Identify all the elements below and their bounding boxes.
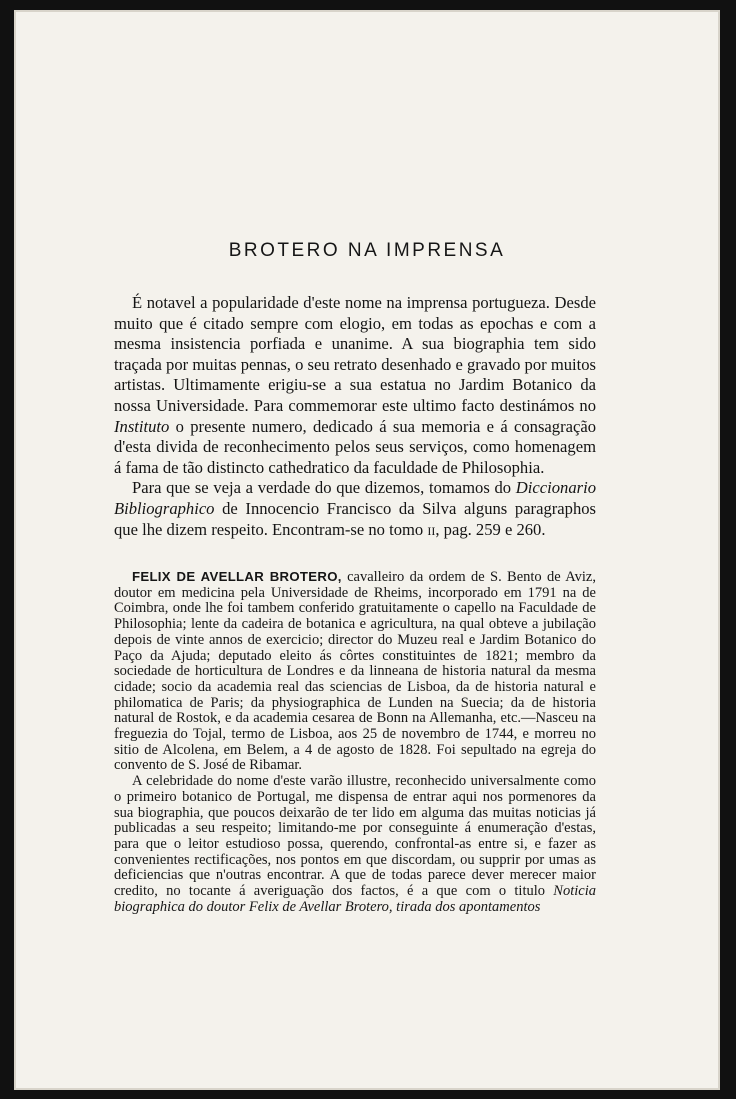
entry-paragraph-2: [114, 774, 596, 915]
page-title: BROTERO NA IMPRENSA: [228, 240, 506, 261]
intro-italic-institute: Instituto: [114, 416, 170, 436]
intro-text-2c: , pag. 259 e 260.: [435, 519, 546, 539]
entry-paragraph-1: [114, 569, 596, 774]
entry-text-1: cavalleiro da ordem de S. Bento de Aviz, doutor em medicina pela Universidade de Rheims, incorporado em 1791 na de Coimbra, onde lhe foi tambem conferido gratuitamente o capello na Faculdade de Philosophia; lente da cadeira de botanica e agricultura, na qual obteve a jubilação depois de vinte annos de exercicio; director do Muzeu real e Jardim Botanico do Paço da Ajuda; deputado eleito ás côrtes constituintes de 1821; membro da sociedade de horticultura de Londres e da linneana de historia natural da mesma cidade; socio da academia real das sciencias de Lisboa, da de historia natural e philomatica de Paris; da physiographica de Lunden na Suecia; da de historia natural de Rostok, e da academia cesarea de Bonn na Allemanha, etc.—Nasceu na freguezia do Tojal, termo de Lisboa, aos 25 de novembro de 1744, e morreu no sitio de Alcolena, em Belem, a 4 de agosto de 1828. Foi sepultado na egreja do convento de S. José de Ribamar.: [114, 569, 596, 774]
intro-italic-dictionary: Diccionario Bibliographico: [114, 478, 596, 518]
intro-section: [114, 293, 596, 540]
intro-text-1b: o presente numero, dedicado á sua memoria e á consagração d'esta divida de reconhecimento pelos seus serviços, como homenagem á fama de tão distincto cathedratico da faculdade de Philosophia.: [114, 416, 596, 477]
intro-paragraph-1: [114, 293, 596, 478]
intro-volume-number: ii: [427, 519, 436, 539]
entry-italic-notice: Noticia biographica do doutor Felix de Avellar Brotero, tirada dos apontamentos: [114, 883, 596, 915]
entry-text-2: A celebridade do nome d'este varão illustre, reconhecido universalmente como o primeiro botanico de Portugal, me dispensa de entrar aqui nos pormenores da sua biographia, que poucos deixarão de ter lido em alguma das muitas noticias já publicadas a seu respeito; limitando-me por conseguinte á enumeração d'estas, para que o leitor estudioso possa, querendo, confrontal-as entre si, e fazer as convenientes rectificações, nos pontos em que discordam, ou supprir por umas as deficiencias que n'outras encontrar. A que de todas parece dever merecer maior credito, no tocante á averiguação dos factos, é a que com o titulo: [114, 773, 596, 900]
dictionary-entry: [114, 569, 596, 915]
document-page: [14, 10, 720, 1090]
intro-text-1a: É notavel a popularidade d'este nome na imprensa portugueza. Desde muito que é citado sempre com elogio, em todas as epochas e com a mesma insistencia porfiada e unanime. A sua biographia tem sido traçada por muitas pennas, o seu retrato desenhado e gravado por muitos artistas. Ultimamente erigiu-se a sua estatua no Jardim Botanico da nossa Universidade. Para commemorar este ultimo facto destinámos no: [114, 293, 596, 415]
entry-name: FELIX DE AVELLAR BROTERO,: [132, 569, 342, 584]
intro-paragraph-2: [114, 478, 596, 540]
intro-text-2b: de Innocencio Francisco da Silva alguns paragraphos que lhe dizem respeito. Encontram-se no tomo: [114, 498, 596, 539]
intro-text-2a: Para que se veja a verdade do que dizemos, tomamos do: [132, 478, 516, 498]
